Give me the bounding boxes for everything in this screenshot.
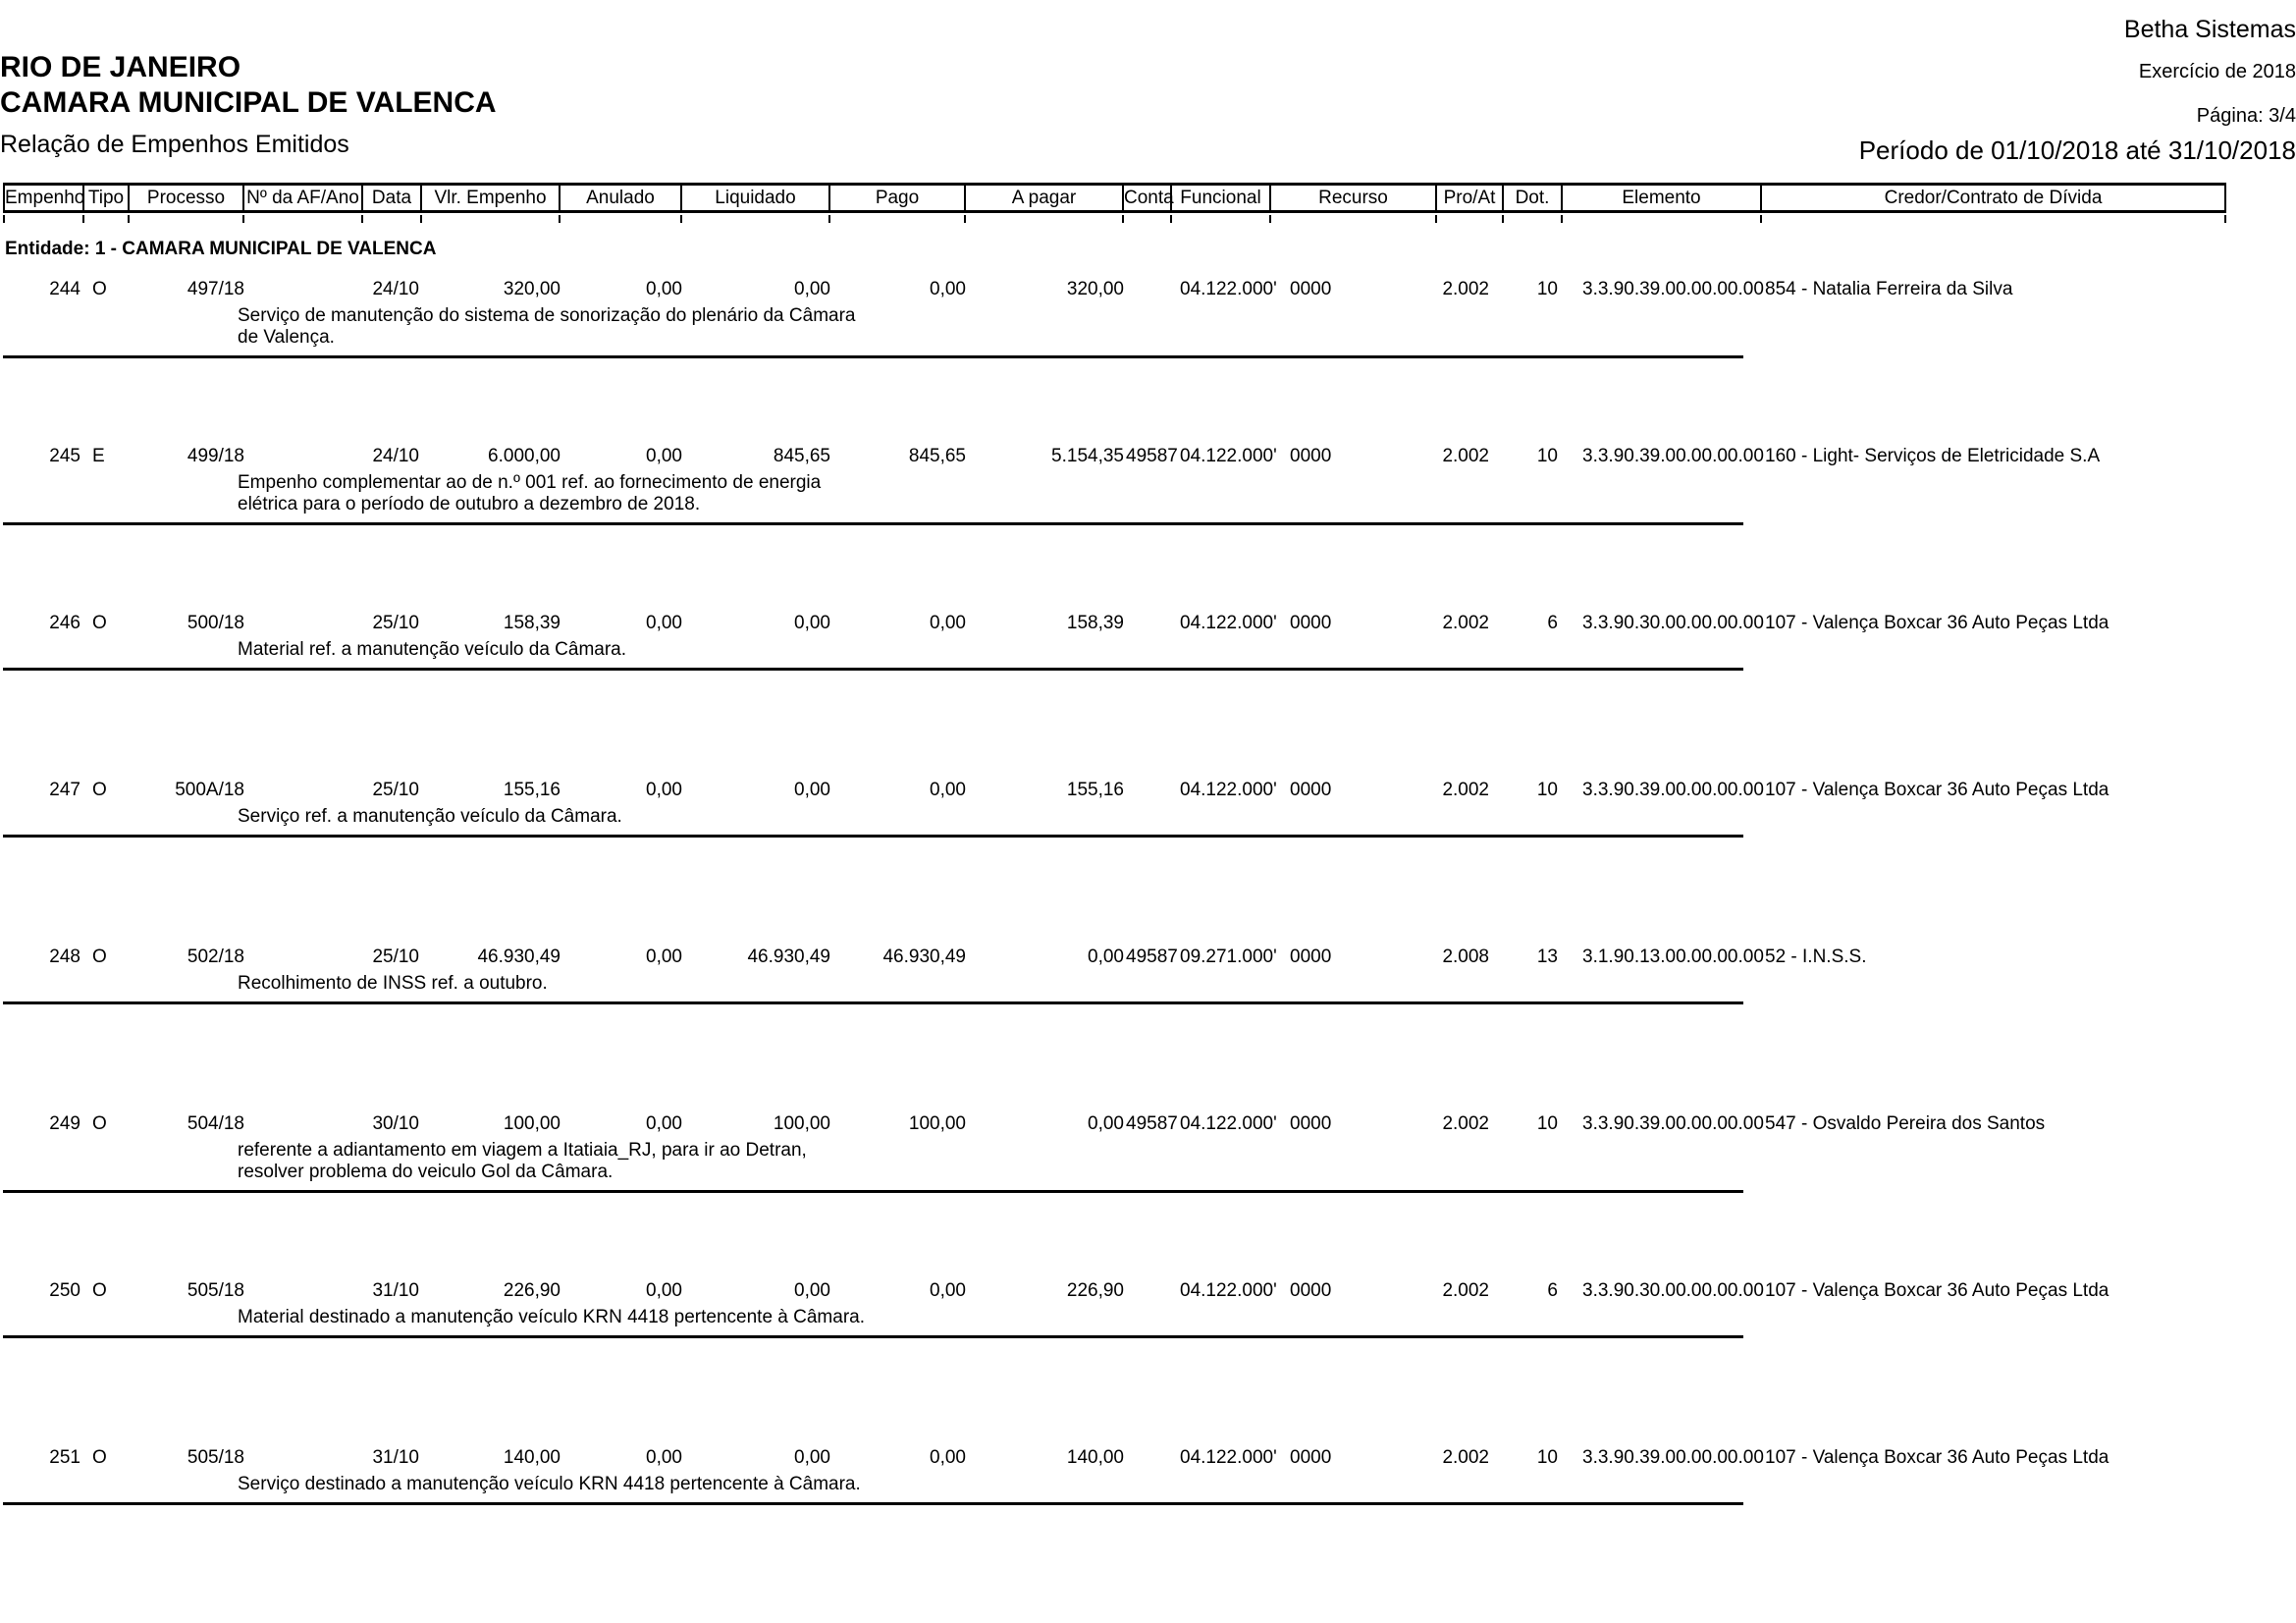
cell-credor: 854 - Natalia Ferreira da Silva xyxy=(1765,279,2013,299)
empenho-row xyxy=(3,947,2226,1004)
cell-funcional: 04.122.000' xyxy=(1180,613,1277,633)
cell-dot: 10 xyxy=(1536,1113,1558,1134)
column-header-data: Data xyxy=(363,186,422,210)
cell-empenho: 248 xyxy=(49,947,80,967)
cell-recurso: 0000 xyxy=(1290,613,1332,633)
row-description: Material ref. a manutenção veículo da Câmara. xyxy=(238,639,627,660)
row-separator xyxy=(3,1502,1743,1505)
row-separator xyxy=(3,1190,1743,1193)
cell-af-ano xyxy=(244,947,363,968)
cell-anulado: 0,00 xyxy=(646,1280,682,1301)
page-number: Página: 3/4 xyxy=(2196,105,2296,127)
cell-conta: 49587 xyxy=(1126,1113,1178,1134)
cell-data: 31/10 xyxy=(372,1280,419,1301)
cell-elemento: 3.3.90.39.00.00.00.00 xyxy=(1582,1113,1764,1134)
cell-pago: 0,00 xyxy=(930,780,966,800)
row-separator xyxy=(3,668,1743,671)
row-description: Recolhimento de INSS ref. a outubro. xyxy=(238,973,548,994)
cell-tipo: O xyxy=(92,947,107,967)
cell-af-ano xyxy=(244,1280,363,1302)
cell-tipo: O xyxy=(92,1280,107,1301)
column-header-tipo: Tipo xyxy=(84,186,130,210)
cell-dot: 13 xyxy=(1536,947,1558,967)
cell-pro-at: 2.002 xyxy=(1442,1280,1489,1301)
cell-vlr-empenho: 155,16 xyxy=(503,780,561,800)
cell-funcional: 04.122.000' xyxy=(1180,1447,1277,1468)
cell-vlr-empenho: 320,00 xyxy=(503,279,561,299)
row-description: Empenho complementar ao de n.º 001 ref. ao fornecimento de energia elétrica para o período de outubro a dezembro de 2018. xyxy=(238,472,822,514)
row-separator xyxy=(3,522,1743,525)
entity-name: CAMARA MUNICIPAL DE VALENCA xyxy=(0,86,497,119)
cell-empenho: 246 xyxy=(49,613,80,633)
cell-a-pagar: 155,16 xyxy=(1066,780,1124,800)
cell-funcional: 04.122.000' xyxy=(1180,446,1277,466)
cell-pro-at: 2.002 xyxy=(1442,780,1489,800)
cell-a-pagar: 0,00 xyxy=(1088,947,1124,967)
empenho-row-values xyxy=(3,279,2226,300)
cell-empenho: 245 xyxy=(49,446,80,466)
cell-data: 24/10 xyxy=(372,446,419,466)
cell-elemento: 3.3.90.39.00.00.00.00 xyxy=(1582,780,1764,800)
cell-liquidado: 845,65 xyxy=(773,446,830,466)
empenho-row xyxy=(3,613,2226,671)
row-separator xyxy=(3,355,1743,358)
cell-dot: 6 xyxy=(1547,1280,1558,1301)
row-description: Serviço destinado a manutenção veículo KRN 4418 pertencente à Câmara. xyxy=(238,1474,861,1494)
cell-processo: 500/18 xyxy=(187,613,244,633)
empenho-row-values xyxy=(3,1280,2226,1302)
cell-pro-at: 2.008 xyxy=(1442,947,1489,967)
cell-credor: 547 - Osvaldo Pereira dos Santos xyxy=(1765,1113,2046,1134)
cell-data: 31/10 xyxy=(372,1447,419,1468)
cell-data: 30/10 xyxy=(372,1113,419,1134)
cell-conta: 49587 xyxy=(1126,947,1178,967)
cell-pro-at: 2.002 xyxy=(1442,613,1489,633)
cell-conta xyxy=(1124,279,1172,300)
cell-recurso: 0000 xyxy=(1290,947,1332,967)
cell-anulado: 0,00 xyxy=(646,613,682,633)
cell-data: 25/10 xyxy=(372,780,419,800)
cell-empenho: 247 xyxy=(49,780,80,800)
cell-anulado: 0,00 xyxy=(646,780,682,800)
cell-vlr-empenho: 46.930,49 xyxy=(477,947,561,967)
column-header-conta: Conta xyxy=(1124,188,1174,208)
empenho-row-values xyxy=(3,780,2226,801)
cell-af-ano xyxy=(244,1447,363,1469)
cell-funcional: 09.271.000' xyxy=(1180,947,1277,967)
cell-pago: 845,65 xyxy=(908,446,966,466)
cell-pago: 0,00 xyxy=(930,613,966,633)
cell-processo: 504/18 xyxy=(187,1113,244,1134)
cell-conta xyxy=(1124,1280,1172,1302)
cell-vlr-empenho: 6.000,00 xyxy=(488,446,561,466)
column-header-pro-at: Pro/At xyxy=(1437,186,1504,210)
cell-funcional: 04.122.000' xyxy=(1180,1280,1277,1301)
cell-data: 25/10 xyxy=(372,947,419,967)
column-header-empenho: Empenho xyxy=(5,188,85,208)
cell-anulado: 0,00 xyxy=(646,279,682,299)
cell-tipo: O xyxy=(92,279,107,299)
cell-elemento: 3.3.90.39.00.00.00.00 xyxy=(1582,1447,1764,1468)
cell-recurso: 0000 xyxy=(1290,1113,1332,1134)
empenho-row-values xyxy=(3,446,2226,467)
empenho-row xyxy=(3,446,2226,525)
cell-pro-at: 2.002 xyxy=(1442,279,1489,299)
column-header-af-ano: Nº da AF/Ano xyxy=(244,186,363,210)
empenho-row xyxy=(3,780,2226,838)
cell-data: 25/10 xyxy=(372,613,419,633)
empenho-row xyxy=(3,1447,2226,1505)
cell-processo: 505/18 xyxy=(187,1447,244,1468)
column-header-recurso: Recurso xyxy=(1271,186,1437,210)
cell-anulado: 0,00 xyxy=(646,1113,682,1134)
cell-data: 24/10 xyxy=(372,279,419,299)
cell-recurso: 0000 xyxy=(1290,1447,1332,1468)
empenho-row xyxy=(3,1280,2226,1338)
row-description: Material destinado a manutenção veículo KRN 4418 pertencente à Câmara. xyxy=(238,1307,865,1327)
cell-conta xyxy=(1124,1447,1172,1469)
cell-conta: 49587 xyxy=(1126,446,1178,466)
cell-elemento: 3.3.90.30.00.00.00.00 xyxy=(1582,1280,1764,1301)
cell-tipo: E xyxy=(92,446,105,466)
empenho-row xyxy=(3,1113,2226,1193)
row-separator xyxy=(3,1335,1743,1338)
cell-af-ano xyxy=(244,446,363,467)
cell-pago: 100,00 xyxy=(908,1113,966,1134)
column-header-liquidado: Liquidado xyxy=(682,186,830,210)
cell-af-ano xyxy=(244,279,363,300)
cell-empenho: 249 xyxy=(49,1113,80,1134)
cell-empenho: 250 xyxy=(49,1280,80,1301)
cell-pago: 0,00 xyxy=(930,1280,966,1301)
cell-anulado: 0,00 xyxy=(646,947,682,967)
cell-funcional: 04.122.000' xyxy=(1180,279,1277,299)
cell-elemento: 3.1.90.13.00.00.00.00 xyxy=(1582,947,1764,967)
cell-pago: 0,00 xyxy=(930,279,966,299)
cell-af-ano xyxy=(244,613,363,634)
cell-credor: 160 - Light- Serviços de Eletricidade S.A xyxy=(1765,446,2101,466)
row-description: referente a adiantamento em viagem a Itatiaia_RJ, para ir ao Detran, resolver problema do veiculo Gol da Câmara. xyxy=(238,1140,807,1182)
cell-vlr-empenho: 140,00 xyxy=(503,1447,561,1468)
cell-pago: 46.930,49 xyxy=(882,947,966,967)
row-description: Serviço de manutenção do sistema de sonorização do plenário da Câmara de Valença. xyxy=(238,305,856,348)
cell-tipo: O xyxy=(92,1113,107,1134)
column-header-processo: Processo xyxy=(130,186,244,210)
cell-liquidado: 0,00 xyxy=(794,279,830,299)
cell-vlr-empenho: 226,90 xyxy=(503,1280,561,1301)
cell-vlr-empenho: 158,39 xyxy=(503,613,561,633)
cell-a-pagar: 5.154,35 xyxy=(1051,446,1124,466)
cell-funcional: 04.122.000' xyxy=(1180,780,1277,800)
cell-pro-at: 2.002 xyxy=(1442,446,1489,466)
column-header-anulado: Anulado xyxy=(561,186,682,210)
cell-tipo: O xyxy=(92,1447,107,1468)
cell-dot: 10 xyxy=(1536,279,1558,299)
exercise-label: Exercício de 2018 xyxy=(2138,61,2296,82)
cell-af-ano xyxy=(244,1113,363,1135)
cell-processo: 502/18 xyxy=(187,947,244,967)
cell-elemento: 3.3.90.39.00.00.00.00 xyxy=(1582,446,1764,466)
cell-tipo: O xyxy=(92,780,107,800)
cell-credor: 107 - Valença Boxcar 36 Auto Peças Ltda xyxy=(1765,1447,2109,1468)
cell-empenho: 244 xyxy=(49,279,80,299)
empenho-row-values xyxy=(3,947,2226,968)
cell-empenho: 251 xyxy=(49,1447,80,1468)
cell-credor: 107 - Valença Boxcar 36 Auto Peças Ltda xyxy=(1765,780,2109,800)
cell-liquidado: 0,00 xyxy=(794,780,830,800)
cell-conta xyxy=(1124,613,1172,634)
vendor-name: Betha Sistemas xyxy=(2123,16,2296,43)
cell-elemento: 3.3.90.30.00.00.00.00 xyxy=(1582,613,1764,633)
cell-liquidado: 0,00 xyxy=(794,1280,830,1301)
cell-a-pagar: 226,90 xyxy=(1066,1280,1124,1301)
cell-funcional: 04.122.000' xyxy=(1180,1113,1277,1134)
column-header-credor: Credor/Contrato de Dívida xyxy=(1762,186,2226,210)
cell-pago: 0,00 xyxy=(930,1447,966,1468)
cell-credor: 107 - Valença Boxcar 36 Auto Peças Ltda xyxy=(1765,613,2109,633)
cell-recurso: 0000 xyxy=(1290,1280,1332,1301)
empenho-row-values xyxy=(3,1447,2226,1469)
row-description: Serviço ref. a manutenção veículo da Câmara. xyxy=(238,806,622,827)
cell-af-ano xyxy=(244,780,363,801)
cell-a-pagar: 320,00 xyxy=(1066,279,1124,299)
cell-processo: 500A/18 xyxy=(175,780,244,800)
column-header-dot: Dot. xyxy=(1504,186,1563,210)
report-title: Relação de Empenhos Emitidos xyxy=(0,131,349,158)
column-header-vlr-empenho: Vlr. Empenho xyxy=(422,186,561,210)
cell-processo: 505/18 xyxy=(187,1280,244,1301)
cell-recurso: 0000 xyxy=(1290,780,1332,800)
cell-dot: 10 xyxy=(1536,780,1558,800)
row-separator xyxy=(3,835,1743,838)
entity-section-label: Entidade: 1 - CAMARA MUNICIPAL DE VALENCA xyxy=(5,239,437,259)
cell-liquidado: 100,00 xyxy=(773,1113,830,1134)
cell-liquidado: 0,00 xyxy=(794,613,830,633)
cell-recurso: 0000 xyxy=(1290,279,1332,299)
cell-pro-at: 2.002 xyxy=(1442,1113,1489,1134)
period-label: Período de 01/10/2018 até 31/10/2018 xyxy=(1858,135,2296,165)
cell-credor: 52 - I.N.S.S. xyxy=(1765,947,1867,967)
column-header-pago: Pago xyxy=(830,186,966,210)
cell-liquidado: 0,00 xyxy=(794,1447,830,1468)
cell-credor: 107 - Valença Boxcar 36 Auto Peças Ltda xyxy=(1765,1280,2109,1301)
cell-processo: 499/18 xyxy=(187,446,244,466)
state-name: RIO DE JANEIRO xyxy=(0,51,241,83)
empenho-row xyxy=(3,279,2226,358)
cell-anulado: 0,00 xyxy=(646,446,682,466)
cell-elemento: 3.3.90.39.00.00.00.00 xyxy=(1582,279,1764,299)
empenho-row-values xyxy=(3,613,2226,634)
column-header-elemento: Elemento xyxy=(1563,186,1762,210)
cell-dot: 6 xyxy=(1547,613,1558,633)
cell-a-pagar: 0,00 xyxy=(1088,1113,1124,1134)
cell-recurso: 0000 xyxy=(1290,446,1332,466)
cell-a-pagar: 158,39 xyxy=(1066,613,1124,633)
cell-dot: 10 xyxy=(1536,1447,1558,1468)
column-header-funcional: Funcional xyxy=(1172,186,1271,210)
cell-tipo: O xyxy=(92,613,107,633)
cell-anulado: 0,00 xyxy=(646,1447,682,1468)
cell-pro-at: 2.002 xyxy=(1442,1447,1489,1468)
row-separator xyxy=(3,1001,1743,1004)
cell-dot: 10 xyxy=(1536,446,1558,466)
column-header-a-pagar: A pagar xyxy=(966,186,1124,210)
cell-processo: 497/18 xyxy=(187,279,244,299)
cell-conta xyxy=(1124,780,1172,801)
cell-a-pagar: 140,00 xyxy=(1066,1447,1124,1468)
cell-liquidado: 46.930,49 xyxy=(747,947,830,967)
cell-vlr-empenho: 100,00 xyxy=(503,1113,561,1134)
empenho-row-values xyxy=(3,1113,2226,1135)
